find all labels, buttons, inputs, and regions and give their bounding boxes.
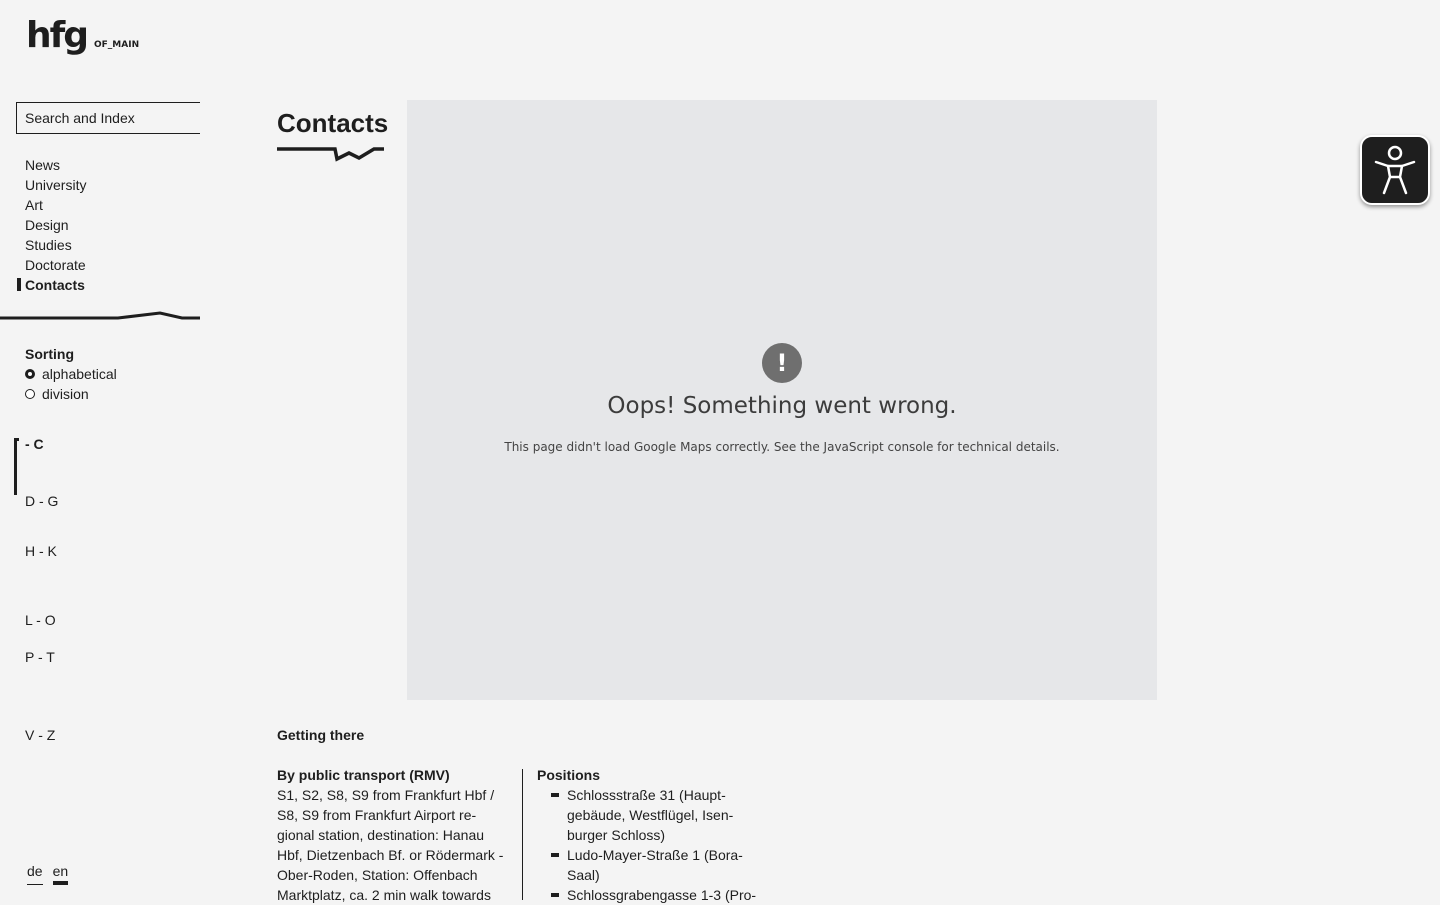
- alphabet-item-h-k[interactable]: H - K: [25, 543, 57, 559]
- sort-option-alphabetical[interactable]: [25, 364, 195, 384]
- search-input[interactable]: [17, 103, 195, 133]
- alphabet-item-l-o[interactable]: L - O: [25, 612, 56, 628]
- search-box: [16, 102, 200, 134]
- radio-selected[interactable]: [25, 369, 35, 379]
- list-item: Schlossstraße 31 (Hauptgebäude, Westflügel, Isenburger Schloss): [537, 785, 762, 845]
- nav-item-university[interactable]: University: [25, 177, 87, 193]
- logo-sub: OF_MAIN: [94, 40, 140, 50]
- nav-item-art[interactable]: Art: [25, 197, 43, 213]
- alphabet-item-a-c[interactable]: - C: [25, 436, 44, 452]
- column-divider: [522, 769, 523, 900]
- positions-heading: Positions: [537, 767, 601, 783]
- alphabet-active-bar: [14, 438, 19, 495]
- positions-list: [537, 785, 762, 905]
- alphabet-item-d-g[interactable]: D - G: [25, 493, 59, 509]
- sort-option-label: alphabetical: [42, 366, 117, 382]
- lang-de-link[interactable]: de: [27, 863, 43, 885]
- language-switch: [27, 863, 68, 885]
- nav-item-doctorate[interactable]: Doctorate: [25, 257, 86, 273]
- main-nav: [25, 155, 200, 295]
- nav-item-contacts[interactable]: Contacts: [25, 275, 200, 295]
- alphabet-item-p-t[interactable]: P - T: [25, 649, 55, 665]
- map-error-title: Oops! Something went wrong.: [607, 393, 957, 419]
- sorting-panel: [25, 344, 195, 404]
- transport-heading: By public transport (RMV): [277, 767, 450, 783]
- accessibility-icon: [1362, 137, 1428, 203]
- sort-option-label: division: [42, 386, 89, 402]
- nav-item-design[interactable]: Design: [25, 217, 69, 233]
- getting-there-heading: Getting there: [277, 727, 365, 743]
- sort-option-division[interactable]: [25, 384, 195, 404]
- sorting-heading: Sorting: [25, 346, 74, 362]
- map-error-text: This page didn't load Google Maps correctly. See the JavaScript console for technical details.: [504, 440, 1060, 454]
- logo[interactable]: [26, 15, 140, 60]
- lang-en-link[interactable]: en: [53, 863, 69, 885]
- google-map[interactable]: [407, 100, 1157, 700]
- positions-column: [537, 765, 762, 905]
- radio-unselected[interactable]: [25, 389, 35, 399]
- page-title: Contacts: [277, 108, 389, 138]
- list-item: Ludo-Mayer-Straße 1 (Bora-Saal): [537, 845, 762, 885]
- error-exclamation-icon: !: [762, 343, 802, 383]
- nav-item-news[interactable]: News: [25, 157, 61, 173]
- nav-divider-wave: [0, 308, 200, 322]
- title-underline-wave: [277, 144, 385, 164]
- nav-item-studies[interactable]: Studies: [25, 237, 72, 253]
- list-item: Schlossgrabengasse 1-3 (Pro-: [537, 885, 762, 905]
- transport-column: [277, 765, 507, 905]
- alphabet-item-v-z[interactable]: V - Z: [25, 727, 56, 743]
- accessibility-button[interactable]: [1360, 135, 1430, 205]
- logo-main: hfg: [26, 15, 88, 56]
- transport-text: S1, S2, S8, S9 from Frankfurt Hbf / S8, S9 from Frankfurt Airport regional station, destination: Hanau Hbf, Dietzenbach Bf. or Rödermark - Ober-Roden, Station: Offenbach Marktplatz, ca. 2 min walk towards: [277, 787, 504, 903]
